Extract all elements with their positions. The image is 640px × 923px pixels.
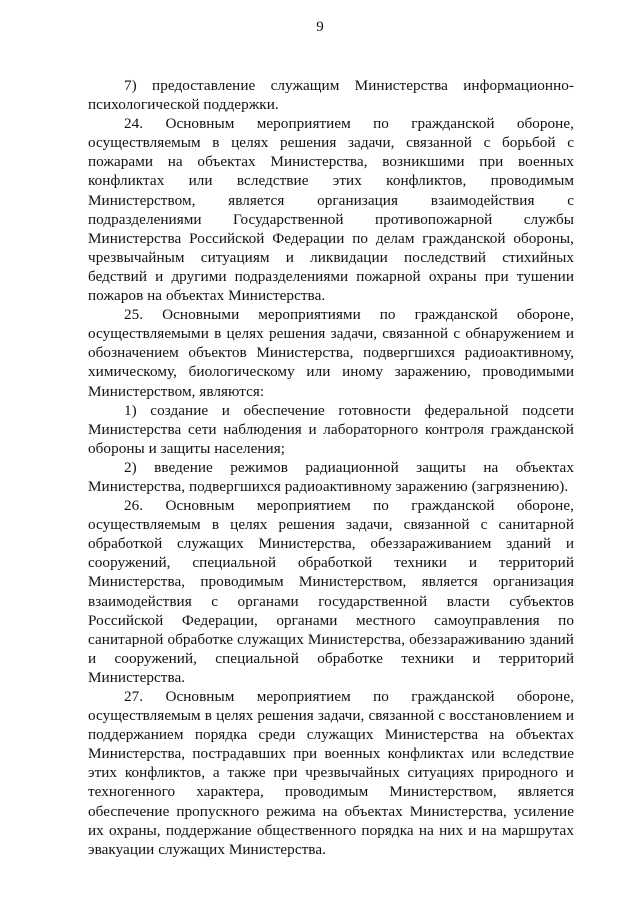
paragraph-25: 25. Основными мероприятиями по гражданской обороне, осуществляемыми в целях решения задачи, связанной с обнаружением и обозначением объектов Министерства, подвергшихся радиоактивному, химическому, биологическому или иному заражению, проводимыми Министерством, являются: — [88, 306, 574, 400]
paragraph-26: 26. Основным мероприятием по гражданской обороне, осуществляемым в целях решения задачи, связанной с санитарной обработкой служащих Министерства, обеззараживанием зданий и сооружений, специальной обработкой техники и территорий Министерства, проводимым Министерством, является организация взаимодействия с органами государственной власти субъектов Российской Федерации, органами местного самоуправления по санитарной обработке служащих Министерства, обеззараживанию зданий и сооружений, специальной обработке техники и территорий Министерства. — [88, 497, 574, 686]
page-number: 9 — [316, 19, 324, 35]
paragraph-item-7: 7) предоставление служащим Министерства информационно-психологической поддержки. — [88, 77, 574, 114]
paragraph-25-item-1: 1) создание и обеспечение готовности федеральной подсети Министерства сети наблюдения и лабораторного контроля гражданской обороны и защиты населения; — [88, 401, 574, 457]
paragraph-27: 27. Основным мероприятием по гражданской обороне, осуществляемым в целях решения задачи, связанной с восстановлением и поддержанием порядка среди служащих Министерства на объектах Министерства, пострадавших при военных конфликтах или вследствие этих конфликтов, а также при чрезвычайных ситуациях природного и техногенного характера, проводимым Министерством, является обеспечение пропускного режима на объектах Министерства, усиление их охраны, поддержание общественного порядка на них и на маршрутах эвакуации служащих Министерства. — [88, 688, 574, 858]
document-body — [88, 76, 574, 859]
paragraph-25-item-2: 2) введение режимов радиационной защиты на объектах Министерства, подвергшихся радиоактивному заражению (загрязнению). — [88, 458, 574, 495]
paragraph-24: 24. Основным мероприятием по гражданской обороне, осуществляемым в целях решения задачи, связанной с борьбой с пожарами на объектах Министерства, возникшими при военных конфликтах или вследствие этих конфликтов, проводимым Министерством, является организация взаимодействия с подразделениями Государственной противопожарной службы Министерства Российской Федерации по делам гражданской обороны, чрезвычайным ситуациям и ликвидации последствий стихийных бедствий и другими подразделениями пожарной охраны при тушении пожаров на объектах Министерства. — [88, 115, 574, 305]
